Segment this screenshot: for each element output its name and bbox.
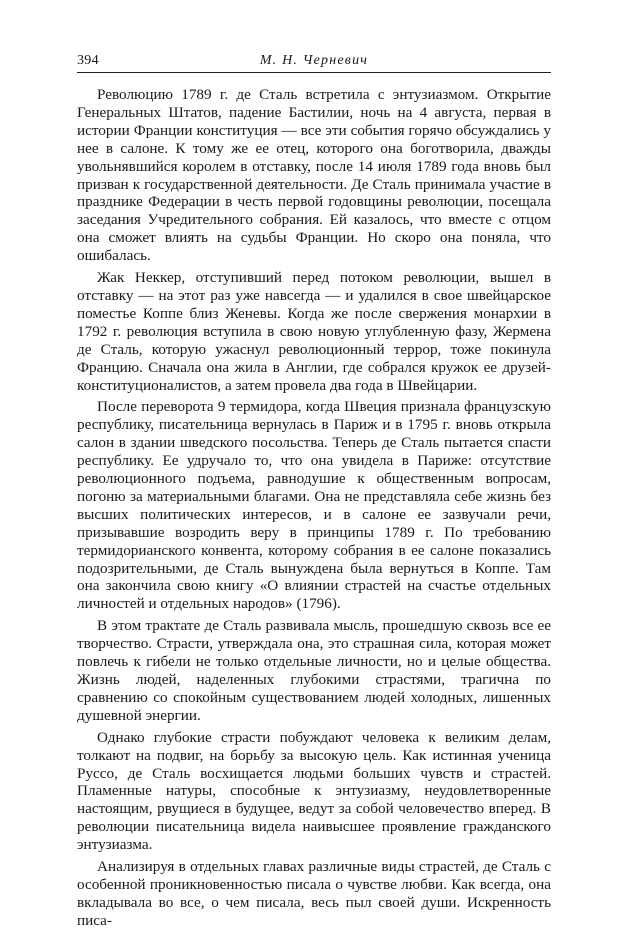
page-number: 394 (77, 53, 99, 68)
paragraph: В этом трактате де Сталь развивала мысль, прошедшую сквозь все ее творчество. Страсти, утверждала она, это страшная сила, которая может повлечь к гибели не только отдельные личности, но и целые общества. Жизнь людей, наделенных глубокими страстями, трагична по сравнению со спокойным существованием людей холодных, лишенных душевной энергии. (77, 617, 551, 724)
paragraph: Жак Неккер, отступивший перед потоком революции, вышел в отставку — на этот раз уже навсегда — и удалился в свое швейцарское поместье Коппе близ Женевы. Когда же после свержения монархии в 1792 г. революция вступила в свою новую углубленную фазу, Жермена де Сталь, которую ужаснул революционный террор, тоже покинула Францию. Сначала она жила в Англии, где собрался кружок ее друзей-конституционалистов, а затем провела два года в Швейцарии. (77, 269, 551, 394)
page-header (77, 50, 551, 73)
paragraph: Анализируя в отдельных главах различные виды страстей, де Сталь с особенной проникновенностью писала о чувстве любви. Как всегда, она вкладывала во все, о чем писала, весь пыл своей души. Искренность писа- (77, 858, 551, 929)
paragraph: Однако глубокие страсти побуждают человека к великим делам, толкают на подвиг, на борьбу за высокую цель. Как истинная ученица Руссо, де Сталь восхищается людьми больших чувств и страстей. Пламенные натуры, способные к энтузиазму, неудовлетворенные настоящим, рвущиеся в будущее, ведут за собой человечество вперед. В революции писательница видела наивысшее проявление гражданского энтузиазма. (77, 728, 551, 854)
paragraph: После переворота 9 термидора, когда Швеция признала французскую республику, писательница вернулась в Париж и в 1795 г. вновь открыла салон в здании шведского посольства. Теперь де Сталь пытается спасти республику. Ее удручало то, что она увидела в Париже: отсутствие революционного подъема, равнодушие к общественным вопросам, погоню за материальными благами. Она не представляла себе жизнь без высших политических интересов, и в салоне ее зазвучали речи, призывавшие возродить веру в принципы 1789 г. По требованию термидорианского конвента, которому собрания в ее салоне показались подозрительными, де Сталь вынуждена была вернуться в Коппе. Там она закончила свою книгу «О влиянии страстей на счастье отдельных личностей и отдельных народов» (1796). (77, 398, 551, 613)
paragraph: Революцию 1789 г. де Сталь встретила с энтузиазмом. Открытие Генеральных Штатов, падение Бастилии, ночь на 4 августа, первая в истории Франции конституция — все эти события горячо обсуждались у нее в салоне. К тому же ее отец, которого она боготворила, дважды увольнявшийся королем в отставку, после 14 июля 1789 года вновь был призван к государственной деятельности. Де Сталь принимала участие в празднике Федерации в честь первой годовщины революции, посещала заседания Учредительного собрания. Ей казалось, что вместе с отцом она сможет влиять на судьбы Франции. Но скоро она поняла, что ошибалась. (77, 86, 551, 265)
running-head: М. Н. Черневич (259, 53, 369, 68)
body-text (77, 86, 551, 930)
